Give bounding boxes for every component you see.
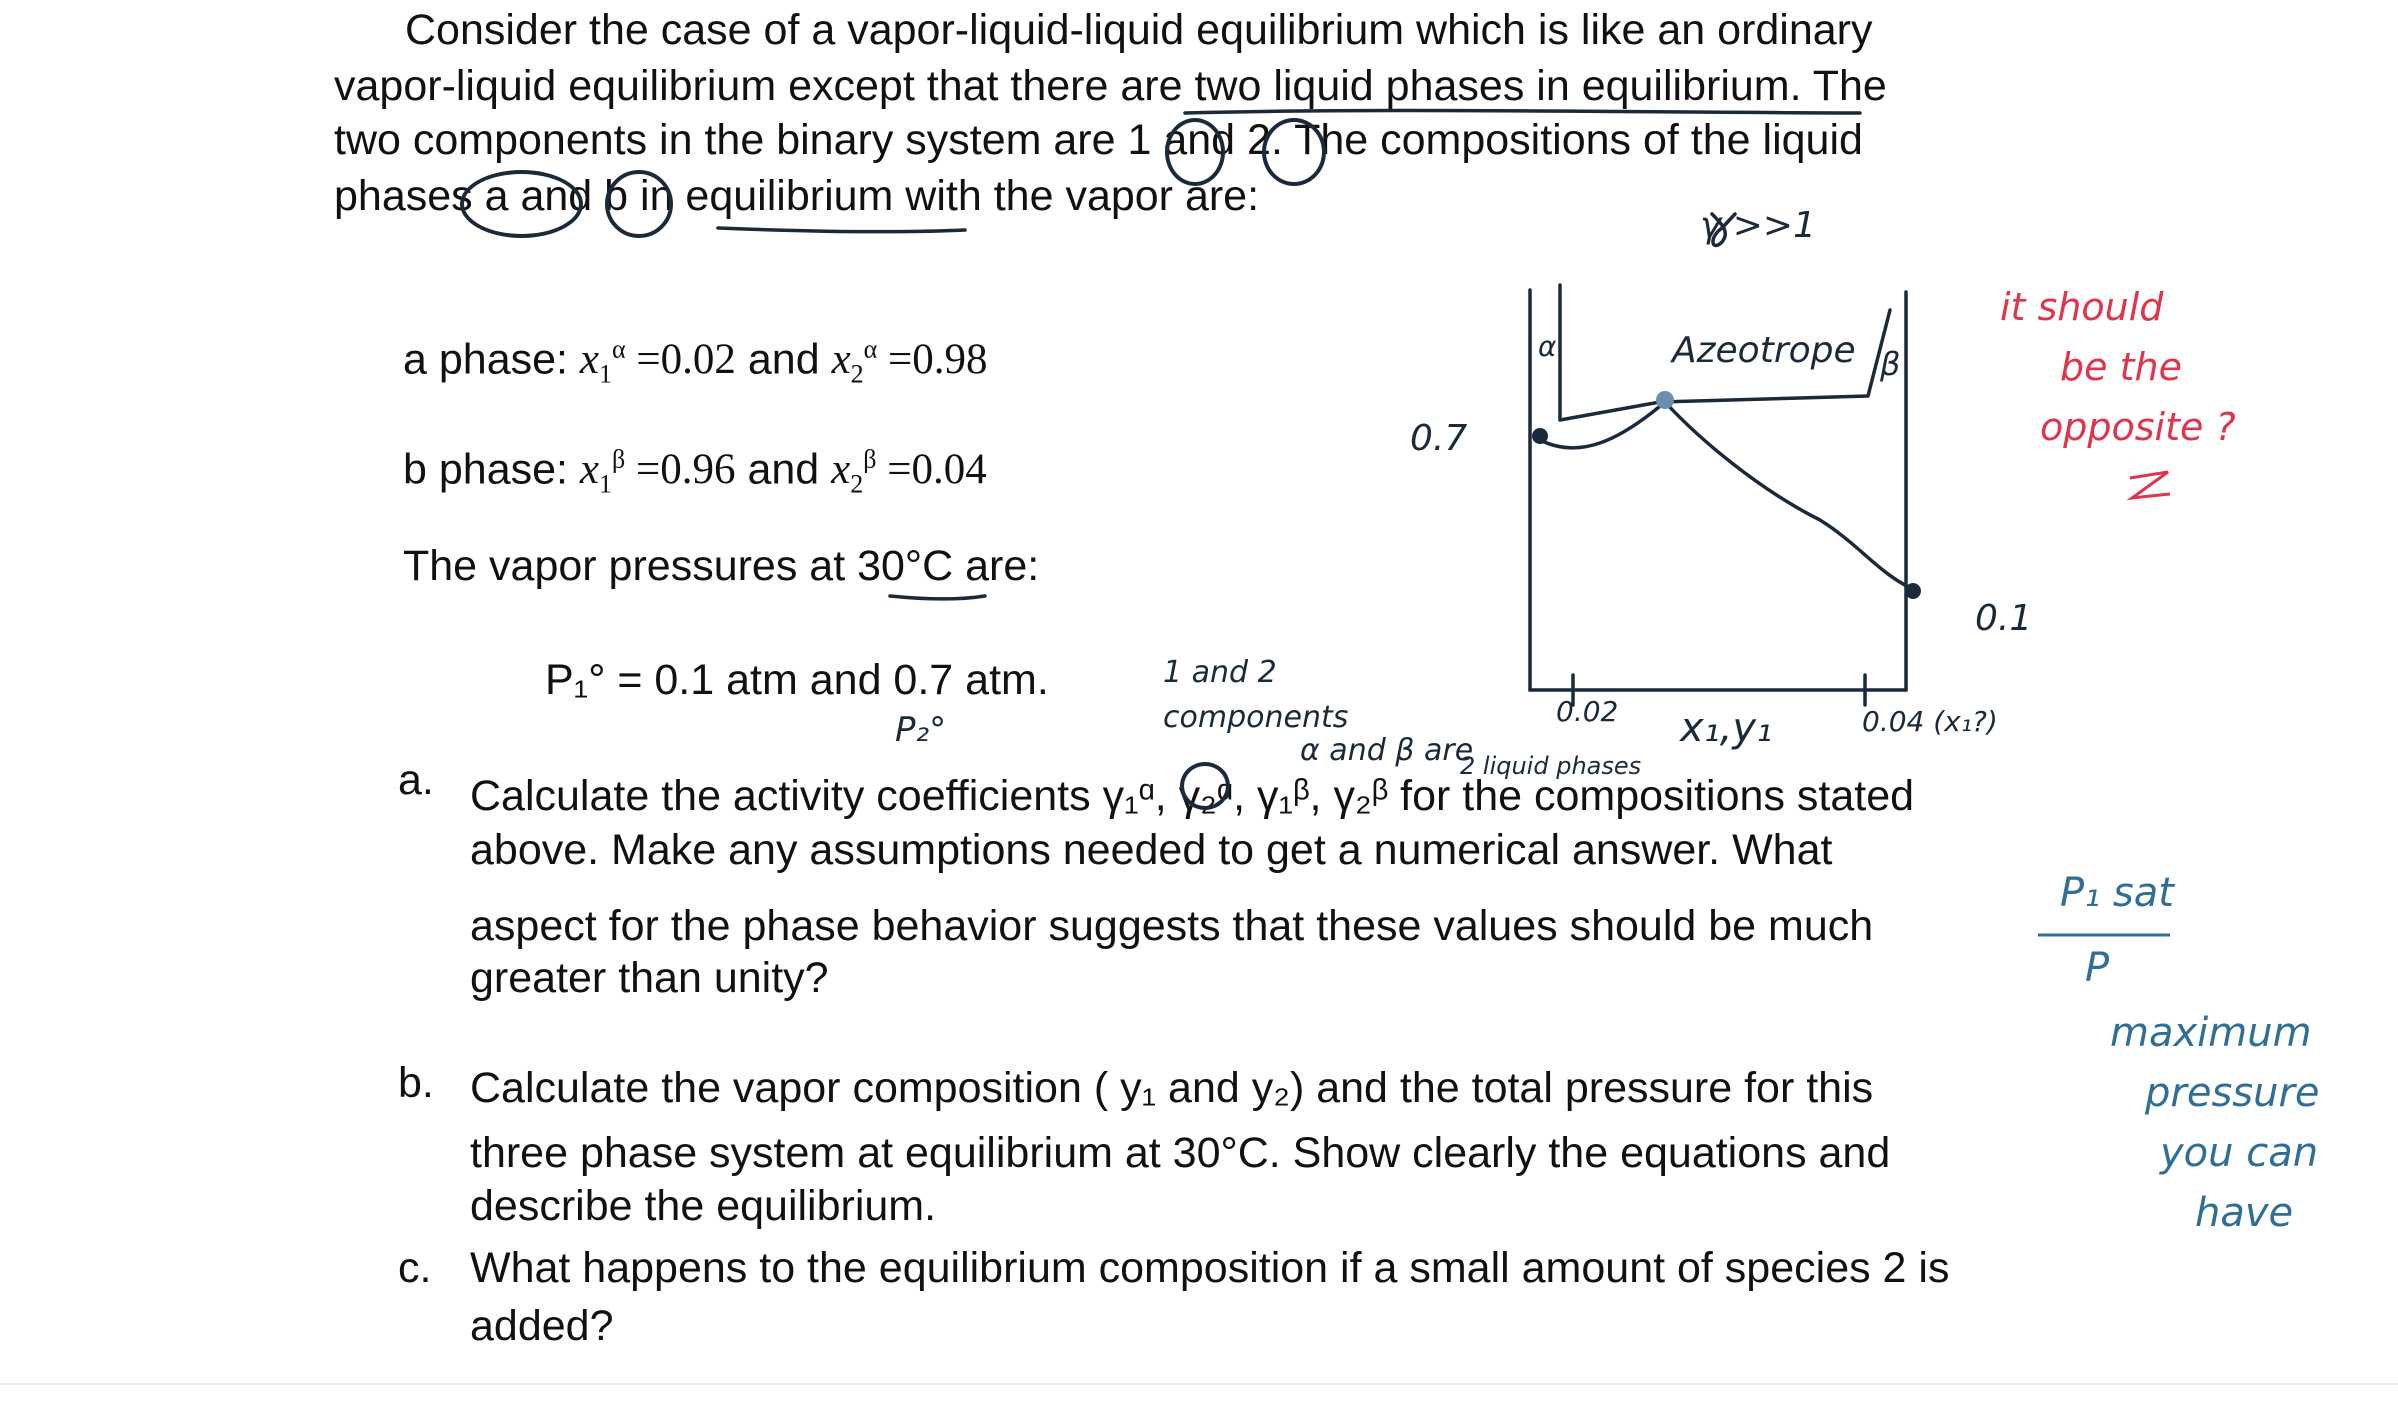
- intro-line-3: two components in the binary system are 1 and 2. The compositions of the liquid: [334, 116, 1863, 164]
- question-b-line-2: three phase system at equilibrium at 30°C. Show clearly the equations and: [470, 1129, 1891, 1177]
- red-note-line-3: opposite ?: [2040, 405, 2236, 449]
- dew-curve-right: [1665, 402, 1915, 590]
- vapor-pressure-values: P₁° = 0.1 atm and 0.7 atm.: [545, 656, 1049, 704]
- red-note-line-1: it should: [2000, 285, 2164, 329]
- question-c-letter: c.: [398, 1244, 432, 1292]
- question-b-line-1: Calculate the vapor composition ( y₁ and y₂) and the total pressure for this: [470, 1064, 1874, 1112]
- b-phase-x1: 0.96: [660, 446, 736, 494]
- question-a-line-4: greater than unity?: [470, 954, 829, 1002]
- a-phase-and: and: [747, 335, 820, 384]
- teal-note-line-1: maximum: [2110, 1010, 2312, 1056]
- red-note-line-4: 2: [2135, 460, 2136, 461]
- b-phase-composition: b phase: $x_1^\beta =0.96$ and $x_2^\beta =0.04$: [403, 445, 987, 499]
- point-azeotrope: [1656, 391, 1674, 409]
- over-p-note: P: [2085, 945, 2110, 991]
- alpha-beta-are-note: α and β are: [1300, 733, 1474, 768]
- x-004-label: 0.04 (x₁?): [1862, 705, 1998, 738]
- question-b-letter: b.: [398, 1059, 434, 1107]
- question-a-line-1: Calculate the activity coefficients γ₁ᵅ, γ₂ᵅ, γ₁ᵝ, γ₂ᵝ for the compositions stated: [470, 772, 1915, 820]
- teal-note-line-2: pressure: [2145, 1070, 2320, 1116]
- liquid-phases-note: 2 liquid phases: [1460, 752, 1642, 780]
- underline-equilibrium: [718, 228, 965, 232]
- one-and-two-note: 1 and 2: [1163, 655, 1277, 690]
- intro-line-1: Consider the case of a vapor-liquid-liquid equilibrium which is like an ordinary: [405, 6, 1873, 54]
- azeotrope-label: Azeotrope: [1672, 330, 1856, 371]
- alpha-phase-line: [1560, 285, 1660, 420]
- teal-note-line-4: have: [2195, 1190, 2294, 1236]
- p2-label: P₂°: [895, 710, 947, 750]
- components-note: components: [1163, 700, 1349, 735]
- x-axis-label: x₁,y₁: [1680, 705, 1773, 751]
- question-a-line-2: above. Make any assumptions needed to get a numerical answer. What: [470, 826, 1833, 874]
- vapor-pressure-heading: The vapor pressures at 30°C are:: [403, 542, 1040, 590]
- point-07: [1532, 428, 1548, 444]
- intro-line-2: vapor-liquid equilibrium except that there are two liquid phases in equilibrium. The: [334, 62, 1887, 110]
- a-phase-label: a phase:: [403, 335, 568, 384]
- b-phase-x2: 0.04: [911, 446, 987, 494]
- beta-label: β: [1880, 345, 1901, 383]
- pressure-07-label: 0.7: [1410, 418, 1468, 459]
- intro-line-4: phases a and b in equilibrium with the vapor are:: [334, 172, 1260, 220]
- question-a-letter: a.: [398, 756, 434, 804]
- a-phase-x1: 0.02: [660, 336, 736, 384]
- b-phase-and: and: [747, 445, 820, 494]
- question-b-line-3: describe the equilibrium.: [470, 1182, 937, 1230]
- x-002-label: 0.02: [1556, 695, 1619, 728]
- b-phase-label: b phase:: [403, 445, 568, 494]
- gamma-much-greater-note: γ >>1: [1700, 205, 1816, 246]
- red-z-mark: [2130, 472, 2170, 498]
- a-phase-x2: 0.98: [912, 336, 988, 384]
- teal-note-line-3: you can: [2160, 1130, 2319, 1176]
- underline-liquid-phases: [1185, 111, 1860, 113]
- p1sat-note: P₁ sat: [2060, 870, 2174, 916]
- question-c-line-2: added?: [470, 1302, 614, 1350]
- a-phase-composition: a phase: $x_1^\alpha =0.02$ and $x_2^\alpha =0.98$: [403, 335, 988, 389]
- question-a-line-3: aspect for the phase behavior suggests that these values should be much: [470, 902, 1874, 950]
- underline-30c: [890, 596, 985, 599]
- pressure-01-label: 0.1: [1975, 598, 2033, 639]
- question-c-line-1: What happens to the equilibrium composition if a small amount of species 2 is: [470, 1244, 1950, 1292]
- alpha-label: α: [1538, 330, 1557, 363]
- red-note-line-2: be the: [2060, 345, 2182, 389]
- point-01: [1905, 583, 1921, 599]
